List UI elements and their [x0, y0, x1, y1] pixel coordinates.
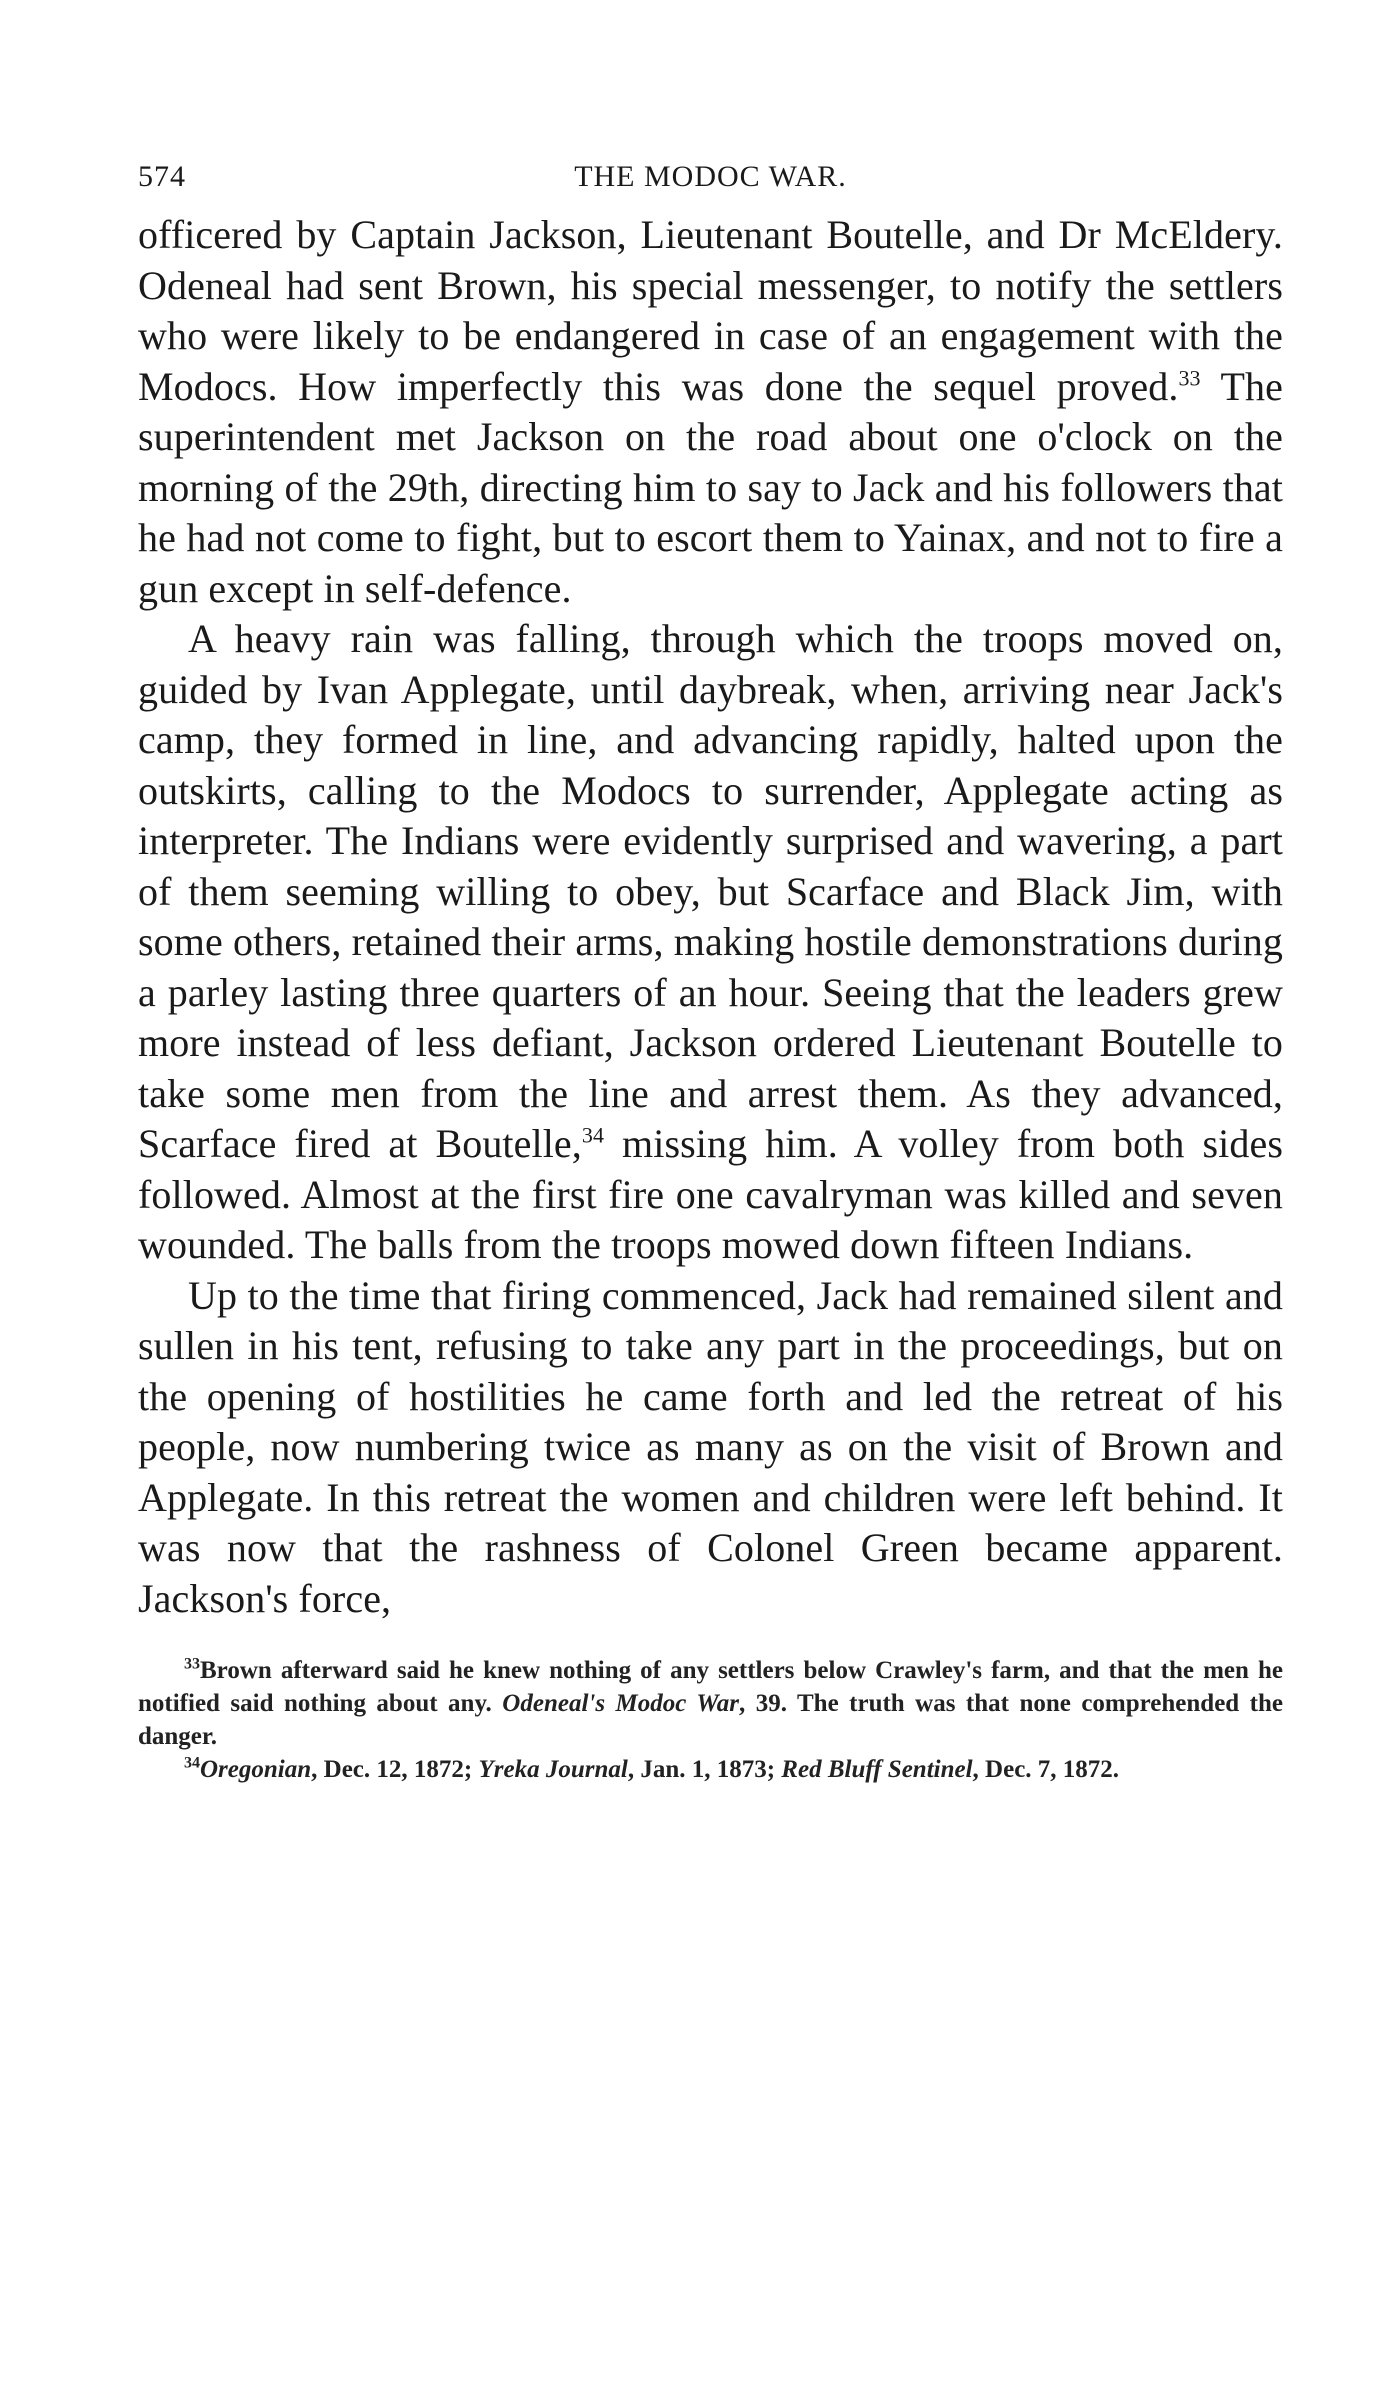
footnote-34-source-3: Red Bluff Sentinel	[781, 1756, 973, 1783]
footnote-33-text-a: Brown afterward said he knew nothing of any settlers below Crawley's farm, and that the men he notified said nothing about any.	[138, 1657, 1283, 1717]
paragraph-2-text-b: missing him. A volley from both sides followed. Almost at the first fire one cavalryman was killed and seven wounded. The balls from the troops mowed down fifteen Indians.	[138, 1121, 1283, 1267]
footnote-34-source-2: Yreka Journal	[478, 1756, 628, 1783]
footnote-34-date-1: , Dec. 12, 1872;	[311, 1756, 479, 1783]
footnote-34	[138, 1753, 1283, 1786]
book-page	[138, 160, 1283, 1786]
paragraph-3: Up to the time that firing commenced, Jack had remained silent and sullen in his tent, refusing to take any part in the proceedings, but on the opening of hostilities he came forth and led the retreat of his people, now numbering twice as many as on the visit of Brown and Applegate. In this retreat the women and children were left behind. It was now that the rashness of Colonel Green became apparent. Jackson's force,	[138, 1272, 1283, 1621]
footnote-34-date-3: , Dec. 7, 1872.	[972, 1756, 1120, 1783]
footnote-33-text-b: , 39. The truth was that none comprehended the danger.	[138, 1690, 1284, 1750]
paragraph-2	[138, 614, 1283, 1271]
footnote-34-source-1: Oregonian	[200, 1756, 312, 1783]
footnote-33-mark: 33	[184, 1655, 200, 1673]
footnote-34-mark: 34	[184, 1754, 200, 1772]
footnote-34-date-2: , Jan. 1, 1873;	[627, 1756, 782, 1783]
footnote-ref-33: 33	[1178, 365, 1201, 391]
body-text	[138, 210, 1283, 1624]
footnote-33-citation: Odeneal's Modoc War	[502, 1690, 739, 1717]
running-head	[138, 160, 1283, 204]
footnote-ref-34: 34	[581, 1122, 605, 1148]
paragraph-1	[138, 210, 1283, 614]
paragraph-1-text-a: officered by Captain Jackson, Lieutenant Boutelle, and Dr McEldery. Odeneal had sent Brown, his special messenger, to notify the settlers who were likely to be endangered in case of an engagement with the Modocs. How imperfectly this was done the sequel proved.	[138, 212, 1283, 409]
footnotes	[138, 1654, 1283, 1786]
running-title: THE MODOC WAR.	[574, 160, 847, 193]
footnote-33	[138, 1654, 1283, 1753]
page-number: 574	[138, 160, 186, 193]
paragraph-1-text-b: The superintendent met Jackson on the road about one o'clock on the morning of the 29th, directing him to say to Jack and his followers that he had not come to fight, but to escort them to Yainax, and not to fire a gun except in self-defence.	[138, 363, 1283, 611]
paragraph-2-text-a: A heavy rain was falling, through which the troops moved on, guided by Ivan Applegate, until daybreak, when, arriving near Jack's camp, they formed in line, and advancing rapidly, halted upon the outskirts, calling to the Modocs to surrender, Applegate acting as interpreter. The Indians were evidently surprised and wavering, a part of them seeming willing to obey, but Scarface and Black Jim, with some others, retained their arms, making hostile demonstrations during a parley lasting three quarters of an hour. Seeing that the leaders grew more instead of less defiant, Jackson ordered Lieutenant Boutelle to take some men from the line and arrest them. As they advanced, Scarface fired at Boutelle,	[138, 616, 1283, 1166]
